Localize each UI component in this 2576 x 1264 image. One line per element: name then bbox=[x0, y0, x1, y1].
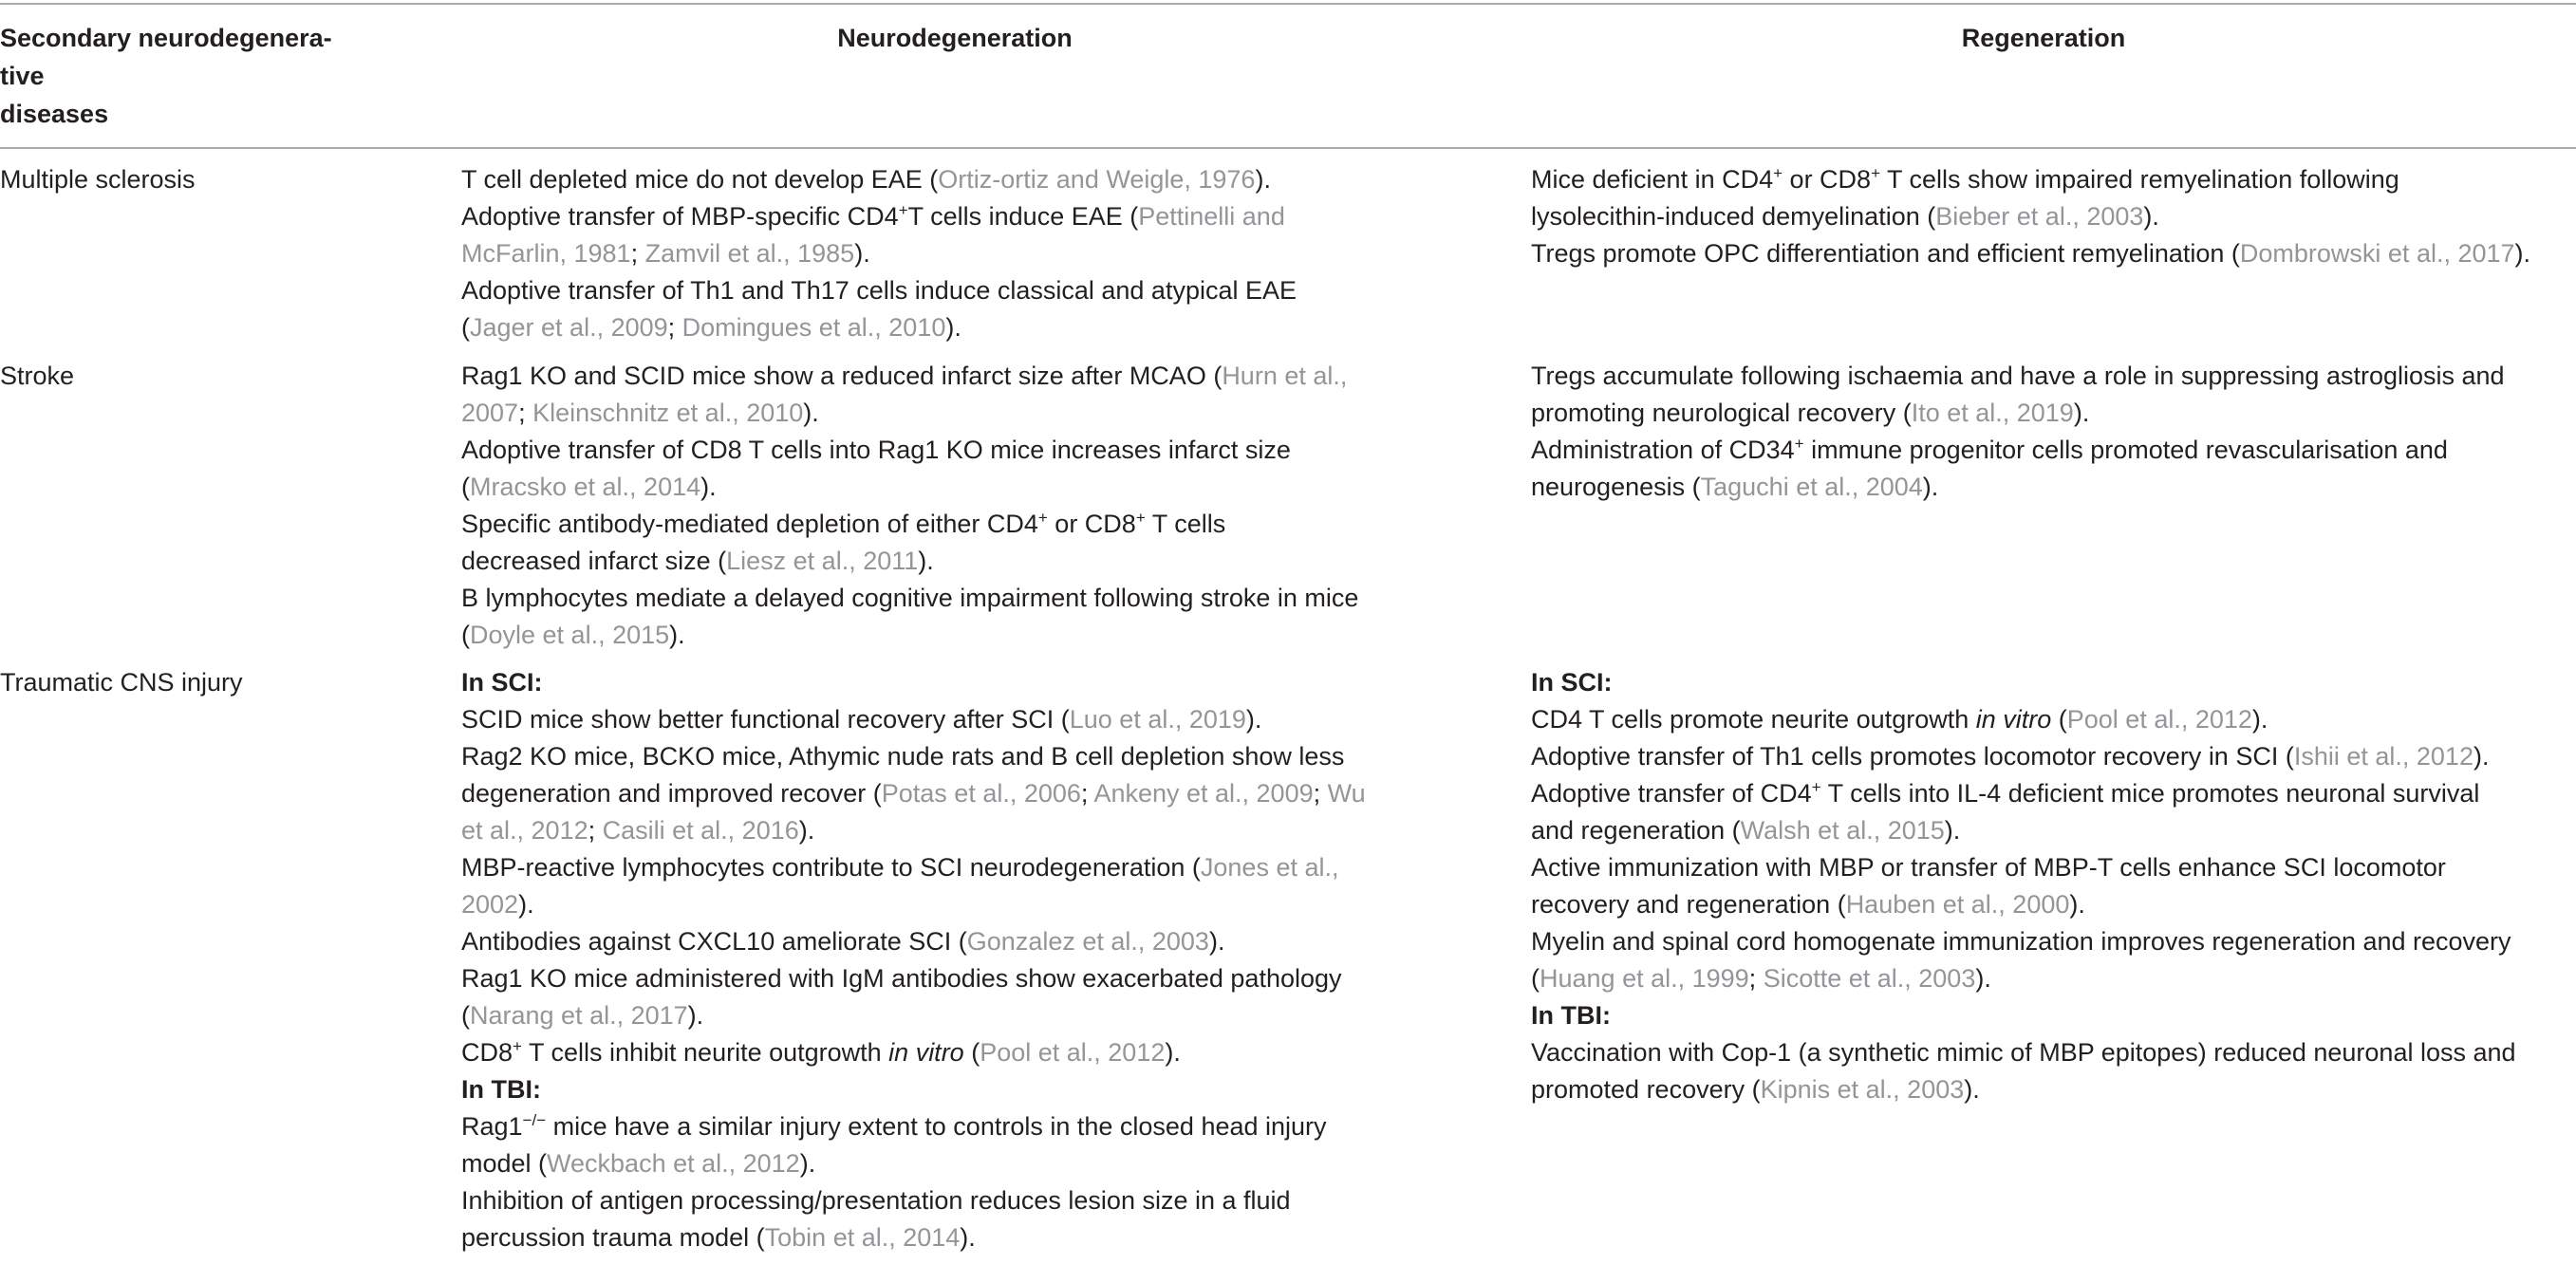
cell-text: T cells induce EAE ( bbox=[907, 202, 1139, 231]
cell-line bbox=[461, 272, 1448, 309]
citation-text: Sicotte et al., 2003 bbox=[1763, 964, 1976, 993]
cell-line bbox=[1531, 960, 2570, 997]
cell-text: ). bbox=[803, 399, 819, 427]
cell-text: ). bbox=[1975, 964, 1991, 993]
cell-text: ). bbox=[960, 1223, 976, 1252]
cell-text: Rag1 bbox=[461, 1112, 523, 1141]
cell-line bbox=[461, 1108, 1448, 1145]
subheading-text: In SCI: bbox=[461, 668, 543, 697]
superscript-text: + bbox=[513, 1037, 522, 1055]
cell-line bbox=[1531, 812, 2570, 849]
cell-text: Myelin and spinal cord homogenate immunization improves regeneration and recovery bbox=[1531, 927, 2511, 956]
cell-text: MBP-reactive lymphocytes contribute to SCI neurodegeneration ( bbox=[461, 853, 1201, 882]
cell-line bbox=[461, 395, 1448, 432]
cell-line bbox=[1531, 997, 2570, 1034]
citation-text: 2002 bbox=[461, 890, 519, 919]
cell-text: ; bbox=[1313, 779, 1328, 808]
cell-text: ; bbox=[667, 313, 682, 342]
cell-text: T cells into IL-4 deficient mice promotes neuronal survival bbox=[1820, 779, 2480, 808]
cell-text: ( bbox=[461, 313, 470, 342]
cell-line bbox=[1531, 161, 2570, 198]
cell-line bbox=[1531, 849, 2570, 886]
cell-line bbox=[461, 432, 1448, 469]
header-diseases-line: Secondary neurodegenera- bbox=[0, 24, 332, 52]
top-rule bbox=[0, 3, 2576, 5]
cell-text: Adoptive transfer of Th1 cells promotes locomotor recovery in SCI ( bbox=[1531, 742, 2294, 771]
citation-text: Zamvil et al., 1985 bbox=[644, 239, 855, 268]
superscript-text: + bbox=[898, 201, 908, 219]
cell-line bbox=[461, 923, 1448, 960]
cell-text: ; bbox=[588, 816, 603, 845]
citation-text: Potas et al., 2006 bbox=[881, 779, 1081, 808]
cell-text: Tregs promote OPC differentiation and efficient remyelination ( bbox=[1531, 239, 2240, 268]
citation-text: Kipnis et al., 2003 bbox=[1760, 1075, 1965, 1104]
cell-line bbox=[461, 960, 1448, 997]
cell-text: ; bbox=[630, 239, 645, 268]
cell-text: ). bbox=[1964, 1075, 1980, 1104]
citation-text: Ortiz-ortiz and Weigle, 1976 bbox=[938, 165, 1256, 194]
cell-line bbox=[461, 358, 1448, 395]
cell-text: ). bbox=[518, 890, 534, 919]
cell-text: ). bbox=[798, 816, 815, 845]
cell-text: CD4 T cells promote neurite outgrowth bbox=[1531, 705, 1976, 734]
citation-text: Jager et al., 2009 bbox=[470, 313, 668, 342]
cell-text: ). bbox=[2069, 890, 2085, 919]
cell-line bbox=[1531, 775, 2570, 812]
cell-text: ). bbox=[945, 313, 961, 342]
superscript-text: + bbox=[1135, 509, 1146, 527]
cell-text: ( bbox=[1531, 964, 1540, 993]
cell-line bbox=[461, 1034, 1448, 1071]
cell-text: decreased infarct size ( bbox=[461, 547, 727, 575]
cell-text: Antibodies against CXCL10 ameliorate SCI ( bbox=[461, 927, 967, 956]
cell-text: percussion trauma model ( bbox=[461, 1223, 765, 1252]
cell-text: mice have a similar injury extent to controls in the closed head injury bbox=[546, 1112, 1327, 1141]
cell-line bbox=[461, 664, 1448, 701]
cell-text: T cells inhibit neurite outgrowth bbox=[521, 1038, 889, 1067]
citation-text: Hauben et al., 2000 bbox=[1845, 890, 2070, 919]
cell-text: ( bbox=[461, 473, 470, 501]
citation-text: McFarlin, 1981 bbox=[461, 239, 631, 268]
neurodegeneration-cell bbox=[461, 358, 1448, 654]
cell-text: ). bbox=[854, 239, 870, 268]
cell-line bbox=[461, 309, 1448, 346]
header-regeneration: Regeneration bbox=[1961, 24, 2126, 52]
cell-text: ). bbox=[687, 1001, 704, 1030]
regeneration-cell bbox=[1531, 161, 2570, 272]
cell-text: Mice deficient in CD4 bbox=[1531, 165, 1774, 194]
cell-text: immune progenitor cells promoted revascularisation and bbox=[1803, 436, 2448, 464]
cell-text: T cells bbox=[1145, 510, 1226, 538]
neurodegeneration-cell bbox=[461, 161, 1448, 346]
cell-text: ; bbox=[1748, 964, 1764, 993]
citation-text: Ankeny et al., 2009 bbox=[1093, 779, 1314, 808]
citation-text: Ito et al., 2019 bbox=[1911, 399, 2074, 427]
cell-text: or CD8 bbox=[1047, 510, 1136, 538]
cell-text: Rag2 KO mice, BCKO mice, Athymic nude rats and B cell depletion show less bbox=[461, 742, 1345, 771]
cell-text: ). bbox=[669, 621, 685, 649]
cell-line bbox=[1531, 701, 2570, 738]
citation-text: Gonzalez et al., 2003 bbox=[966, 927, 1209, 956]
cell-text: ). bbox=[1208, 927, 1225, 956]
citation-text: Kleinschnitz et al., 2010 bbox=[532, 399, 804, 427]
cell-text: Adoptive transfer of CD8 T cells into Rag1 KO mice increases infarct size bbox=[461, 436, 1291, 464]
cell-text: ). bbox=[2143, 202, 2159, 231]
regeneration-cell bbox=[1531, 358, 2570, 506]
cell-text: ). bbox=[2514, 239, 2531, 268]
cell-text: ). bbox=[1922, 473, 1939, 501]
cell-text: Specific antibody-mediated depletion of either CD4 bbox=[461, 510, 1038, 538]
header-rule bbox=[0, 147, 2576, 149]
header-diseases-line: tive bbox=[0, 62, 45, 90]
cell-line bbox=[461, 580, 1448, 617]
cell-text: ). bbox=[799, 1149, 816, 1178]
cell-text: promoted recovery ( bbox=[1531, 1075, 1761, 1104]
citation-text: Huang et al., 1999 bbox=[1540, 964, 1749, 993]
cell-text: promoting neurological recovery ( bbox=[1531, 399, 1912, 427]
cell-text: Vaccination with Cop-1 (a synthetic mimic of MBP epitopes) reduced neuronal loss and bbox=[1531, 1038, 2516, 1067]
cell-text: ). bbox=[1245, 705, 1262, 734]
cell-text: Adoptive transfer of Th1 and Th17 cells induce classical and atypical EAE bbox=[461, 276, 1297, 305]
subheading-text: In TBI: bbox=[461, 1075, 541, 1104]
cell-text: ( bbox=[2051, 705, 2067, 734]
citation-text: Narang et al., 2017 bbox=[470, 1001, 688, 1030]
citation-text: Ishii et al., 2012 bbox=[2293, 742, 2473, 771]
superscript-text: + bbox=[1773, 164, 1783, 182]
subheading-text: In SCI: bbox=[1531, 668, 1613, 697]
cell-text: ; bbox=[1080, 779, 1094, 808]
citation-text: Hurn et al., bbox=[1222, 362, 1348, 390]
cell-line bbox=[1531, 235, 2570, 272]
cell-text: ). bbox=[1255, 165, 1271, 194]
neurodegeneration-cell bbox=[461, 664, 1448, 1256]
superscript-text: + bbox=[1794, 435, 1804, 453]
header-diseases bbox=[0, 19, 399, 133]
cell-line bbox=[1531, 664, 2570, 701]
citation-text: Liesz et al., 2011 bbox=[726, 547, 919, 575]
cell-line bbox=[461, 1145, 1448, 1182]
cell-line bbox=[1531, 1034, 2570, 1071]
cell-line bbox=[461, 738, 1448, 775]
cell-line bbox=[461, 506, 1448, 543]
cell-line bbox=[461, 775, 1448, 812]
cell-text: Active immunization with MBP or transfer of MBP-T cells enhance SCI locomotor bbox=[1531, 853, 2446, 882]
cell-text: SCID mice show better functional recovery after SCI ( bbox=[461, 705, 1070, 734]
cell-text: Tregs accumulate following ischaemia and have a role in suppressing astrogliosis and bbox=[1531, 362, 2505, 390]
cell-line bbox=[461, 617, 1448, 654]
disease-name: Multiple sclerosis bbox=[0, 165, 196, 194]
superscript-text: + bbox=[1037, 509, 1048, 527]
cell-text: Rag1 KO and SCID mice show a reduced infarct size after MCAO ( bbox=[461, 362, 1223, 390]
cell-text: CD8 bbox=[461, 1038, 513, 1067]
cell-text: ( bbox=[461, 621, 470, 649]
citation-text: Luo et al., 2019 bbox=[1069, 705, 1246, 734]
cell-line bbox=[1531, 886, 2570, 923]
cell-line bbox=[1531, 1071, 2570, 1108]
citation-text: Weckbach et al., 2012 bbox=[547, 1149, 800, 1178]
cell-text: neurogenesis ( bbox=[1531, 473, 1701, 501]
cell-text: ). bbox=[1944, 816, 1961, 845]
cell-text: or CD8 bbox=[1783, 165, 1872, 194]
cell-text: in vitro bbox=[1975, 705, 2052, 734]
subheading-text: In TBI: bbox=[1531, 1001, 1611, 1030]
citation-text: Pool et al., 2012 bbox=[980, 1038, 1166, 1067]
cell-text: recovery and regeneration ( bbox=[1531, 890, 1846, 919]
cell-text: lysolecithin-induced demyelination ( bbox=[1531, 202, 1936, 231]
cell-text: ( bbox=[461, 1001, 470, 1030]
citation-text: Mracsko et al., 2014 bbox=[470, 473, 701, 501]
cell-text: ). bbox=[700, 473, 717, 501]
cell-text: degeneration and improved recover ( bbox=[461, 779, 882, 808]
cell-text: ). bbox=[2073, 399, 2090, 427]
cell-text: ; bbox=[518, 399, 533, 427]
cell-line bbox=[461, 161, 1448, 198]
cell-line bbox=[461, 997, 1448, 1034]
citation-text: Domingues et al., 2010 bbox=[681, 313, 946, 342]
regeneration-cell bbox=[1531, 664, 2570, 1108]
cell-line bbox=[1531, 198, 2570, 235]
cell-line bbox=[461, 701, 1448, 738]
cell-text: ). bbox=[1165, 1038, 1181, 1067]
cell-line bbox=[1531, 738, 2570, 775]
cell-text: ). bbox=[2473, 742, 2490, 771]
cell-text: Adoptive transfer of CD4 bbox=[1531, 779, 1812, 808]
cell-line bbox=[1531, 432, 2570, 469]
cell-text: model ( bbox=[461, 1149, 548, 1178]
citation-text: Casili et al., 2016 bbox=[602, 816, 799, 845]
cell-line bbox=[461, 235, 1448, 272]
cell-line bbox=[461, 812, 1448, 849]
cell-line bbox=[461, 198, 1448, 235]
cell-text: and regeneration ( bbox=[1531, 816, 1741, 845]
citation-text: Doyle et al., 2015 bbox=[470, 621, 670, 649]
superscript-text: −/− bbox=[522, 1111, 547, 1129]
cell-line bbox=[461, 469, 1448, 506]
cell-line bbox=[461, 1182, 1448, 1219]
citation-text: Wu bbox=[1327, 779, 1366, 808]
citation-text: Taguchi et al., 2004 bbox=[1700, 473, 1923, 501]
citation-text: Bieber et al., 2003 bbox=[1935, 202, 2144, 231]
cell-text: Administration of CD34 bbox=[1531, 436, 1795, 464]
cell-text: ). bbox=[2251, 705, 2268, 734]
cell-text: in vitro bbox=[888, 1038, 964, 1067]
cell-text: T cells show impaired remyelination following bbox=[1880, 165, 2399, 194]
cell-line bbox=[461, 849, 1448, 886]
cell-line bbox=[461, 886, 1448, 923]
citation-text: 2007 bbox=[461, 399, 519, 427]
cell-text: Inhibition of antigen processing/presentation reduces lesion size in a fluid bbox=[461, 1186, 1291, 1215]
citation-text: Jones et al., bbox=[1200, 853, 1339, 882]
cell-text: B lymphocytes mediate a delayed cognitive impairment following stroke in mice bbox=[461, 584, 1359, 612]
citation-text: Pool et al., 2012 bbox=[2066, 705, 2252, 734]
cell-line bbox=[1531, 395, 2570, 432]
cell-line bbox=[461, 543, 1448, 580]
cell-line bbox=[1531, 469, 2570, 506]
cell-text: T cell depleted mice do not develop EAE ( bbox=[461, 165, 939, 194]
cell-text: ). bbox=[918, 547, 934, 575]
citation-text: Dombrowski et al., 2017 bbox=[2239, 239, 2515, 268]
cell-line bbox=[461, 1071, 1448, 1108]
cell-line bbox=[1531, 923, 2570, 960]
disease-name: Stroke bbox=[0, 362, 75, 390]
citation-text: Tobin et al., 2014 bbox=[764, 1223, 961, 1252]
citation-text: Pettinelli and bbox=[1138, 202, 1285, 231]
header-neurodegeneration: Neurodegeneration bbox=[837, 24, 1073, 52]
disease-name: Traumatic CNS injury bbox=[0, 668, 243, 697]
header-diseases-line: diseases bbox=[0, 100, 109, 128]
citation-text: et al., 2012 bbox=[461, 816, 588, 845]
cell-text: Adoptive transfer of MBP-specific CD4 bbox=[461, 202, 899, 231]
citation-text: Walsh et al., 2015 bbox=[1740, 816, 1945, 845]
superscript-text: + bbox=[1811, 778, 1821, 796]
cell-line bbox=[1531, 358, 2570, 395]
superscript-text: + bbox=[1871, 164, 1881, 182]
cell-text: ( bbox=[963, 1038, 980, 1067]
cell-line bbox=[461, 1219, 1448, 1256]
cell-text: Rag1 KO mice administered with IgM antibodies show exacerbated pathology bbox=[461, 964, 1342, 993]
